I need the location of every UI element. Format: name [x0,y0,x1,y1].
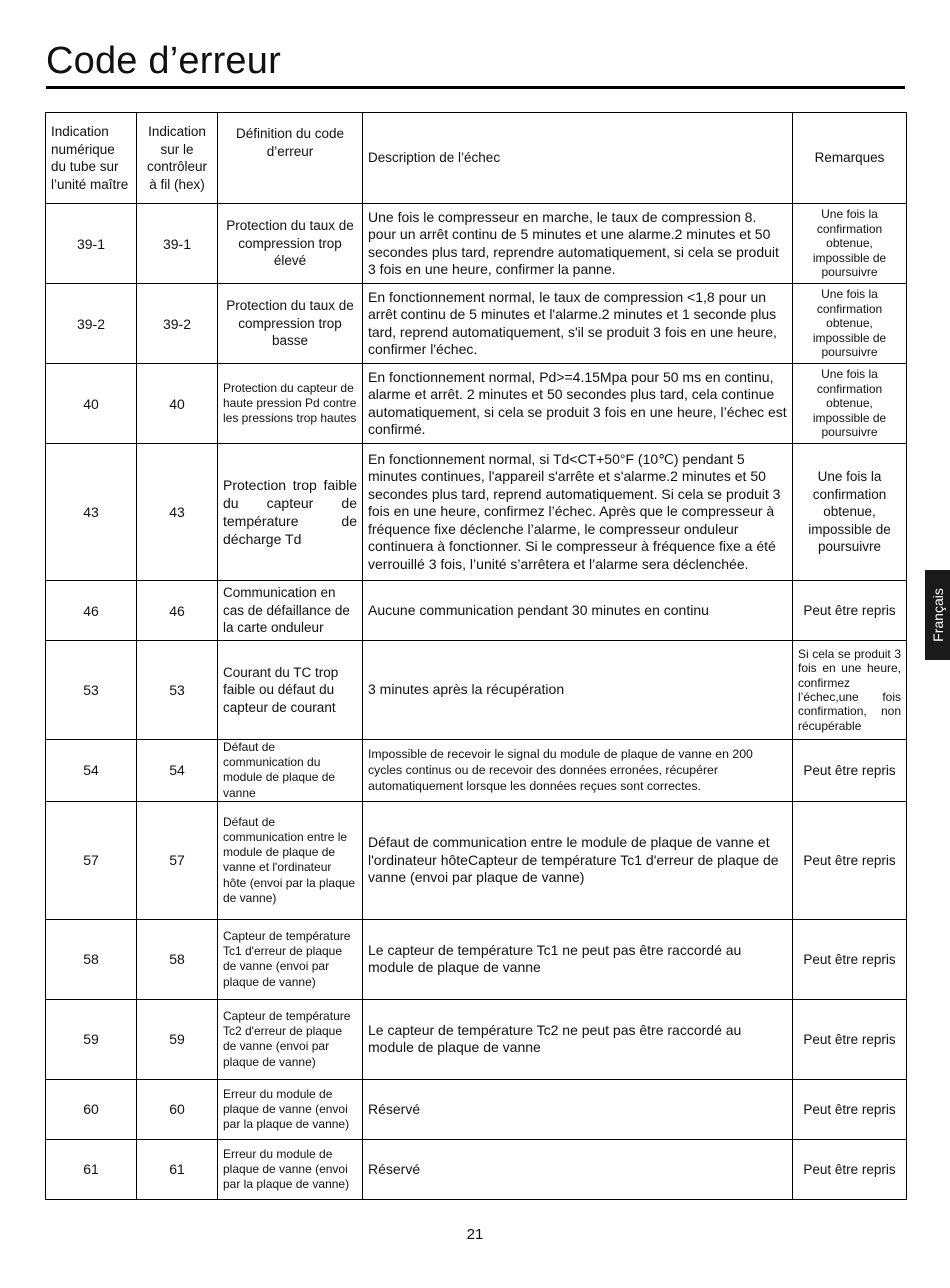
table-row [46,641,907,740]
description-cell: 3 minutes après la récupération [363,641,793,740]
controller-code-cell: 40 [137,364,218,444]
tube-code-cell: 39-2 [46,284,137,364]
tube-code-cell: 53 [46,641,137,740]
remark-cell: Peut être repris [793,1139,907,1199]
tube-code-cell: 43 [46,444,137,581]
title-divider [46,86,905,89]
remark-cell: Peut être repris [793,581,907,641]
tube-code-cell: 61 [46,1139,137,1199]
tube-code-cell: 60 [46,1079,137,1139]
table-row [46,444,907,581]
definition-cell: Défaut de communication du module de plaque de vanne [218,740,363,802]
controller-code-cell: 59 [137,999,218,1079]
controller-code-cell: 58 [137,919,218,999]
tube-code-cell: 59 [46,999,137,1079]
definition-cell: Défaut de communication entre le module de plaque de vanne et l'ordinateur hôte (envoi par la plaque de vanne) [218,801,363,919]
definition-cell: Protection du taux de compression trop basse [218,284,363,364]
table-row [46,364,907,444]
tube-code-cell: 40 [46,364,137,444]
remark-cell: Peut être repris [793,1079,907,1139]
table-row [46,801,907,919]
tube-code-cell: 39-1 [46,204,137,284]
controller-code-cell: 57 [137,801,218,919]
controller-code-cell: 39-1 [137,204,218,284]
description-cell: Défaut de communication entre le module de plaque de vanne et l'ordinateur hôteCapteur de température Tc1 d'erreur de plaque de vanne (envoi par plaque de vanne) [363,801,793,919]
definition-cell: Protection du capteur de haute pression Pd contre les pressions trop hautes [218,364,363,444]
description-cell: Une fois le compresseur en marche, le taux de compression 8. pour un arrêt continu de 5 minutes et une alarme.2 minutes et 50 secondes plus tard, reprendre automatiquement, si cela se produit 3 fois en une heure, confirmer la panne. [363,204,793,284]
remark-cell: Une fois la confirmation obtenue, impossible de poursuivre [793,444,907,581]
remark-cell: Une fois la confirmation obtenue, impossible de poursuivre [793,204,907,284]
table-row [46,284,907,364]
remark-cell: Une fois la confirmation obtenue, impossible de poursuivre [793,284,907,364]
description-cell: Aucune communication pendant 30 minutes en continu [363,581,793,641]
controller-code-cell: 60 [137,1079,218,1139]
description-cell: Réservé [363,1079,793,1139]
definition-cell: Capteur de température Tc2 d'erreur de plaque de vanne (envoi par plaque de vanne) [218,999,363,1079]
controller-code-cell: 61 [137,1139,218,1199]
tube-code-cell: 54 [46,740,137,802]
table-row [46,1139,907,1199]
controller-code-cell: 54 [137,740,218,802]
remark-cell: Peut être repris [793,801,907,919]
controller-code-cell: 53 [137,641,218,740]
definition-cell: Erreur du module de plaque de vanne (envoi par la plaque de vanne) [218,1079,363,1139]
tube-code-cell: 57 [46,801,137,919]
header-tube-indication: Indication numérique du tube sur l’unité maître [46,113,137,204]
remark-cell: Une fois la confirmation obtenue, impossible de poursuivre [793,364,907,444]
tube-code-cell: 46 [46,581,137,641]
header-remarks: Remarques [793,113,907,204]
page-number: 21 [466,1226,484,1243]
table-row [46,999,907,1079]
page-title: Code d’erreur [46,40,281,82]
header-error-definition: Définition du code d’erreur [218,113,363,204]
definition-cell: Protection trop faible du capteur de température de décharge Td [218,444,363,581]
remark-cell: Peut être repris [793,999,907,1079]
description-cell: En fonctionnement normal, le taux de compression <1,8 pour un arrêt continu de 5 minutes et l'alarme.2 minutes et 1 seconde plus tard, reprend automatiquement, s'il se produit 3 fois en une heure, confirmer l'échec. [363,284,793,364]
language-side-tab-label: Français [929,588,946,642]
controller-code-cell: 46 [137,581,218,641]
table-row [46,1079,907,1139]
language-side-tab [925,570,950,660]
controller-code-cell: 43 [137,444,218,581]
definition-cell: Courant du TC trop faible ou défaut du capteur de courant [218,641,363,740]
definition-cell: Erreur du module de plaque de vanne (envoi par la plaque de vanne) [218,1139,363,1199]
description-cell: En fonctionnement normal, Pd>=4.15Mpa pour 50 ms en continu, alarme et arrêt. 2 minutes et 50 secondes plus tard, cela continue automatiquement, si cela se produit 3 fois en une heure, l’échec est confirmé. [363,364,793,444]
definition-cell: Protection du taux de compression trop élevé [218,204,363,284]
remark-cell: Si cela se produit 3 fois en une heure, confirmez l’échec,une fois confirmation, non récupérable [793,641,907,740]
table-row [46,204,907,284]
controller-code-cell: 39-2 [137,284,218,364]
remark-cell: Peut être repris [793,740,907,802]
description-cell: Réservé [363,1139,793,1199]
tube-code-cell: 58 [46,919,137,999]
description-cell: En fonctionnement normal, si Td<CT+50°F (10℃) pendant 5 minutes continues, l'appareil s'arrête et s'alarme.2 minutes et 50 secondes plus tard, reprend automatiquement. Si cela se produit 3 fois en une heure, confirmez l’échec. Après que le compresseur à fréquence fixe déclenche l’alarme, le compresseur onduleur continuera à fonctionner. Si le compresseur à fréquence fixe a été verrouillé 3 fois, l’unité s’arrêtera et l’alarme sera déclenchée. [363,444,793,581]
definition-cell: Communication en cas de défaillance de la carte onduleur [218,581,363,641]
table-row [46,919,907,999]
error-code-table [45,112,907,1200]
description-cell: Le capteur de température Tc2 ne peut pas être raccordé au module de plaque de vanne [363,999,793,1079]
header-controller-indication: Indication sur le contrôleur à fil (hex) [137,113,218,204]
description-cell: Impossible de recevoir le signal du module de plaque de vanne en 200 cycles continus ou de recevoir des données erronées, récupérer automatiquement lorsque les données reçues sont correctes. [363,740,793,802]
remark-cell: Peut être repris [793,919,907,999]
table-header-row [46,113,907,204]
description-cell: Le capteur de température Tc1 ne peut pas être raccordé au module de plaque de vanne [363,919,793,999]
table-row [46,581,907,641]
table-row [46,740,907,802]
header-failure-description: Description de l’échec [363,113,793,204]
definition-cell: Capteur de température Tc1 d'erreur de plaque de vanne (envoi par plaque de vanne) [218,919,363,999]
